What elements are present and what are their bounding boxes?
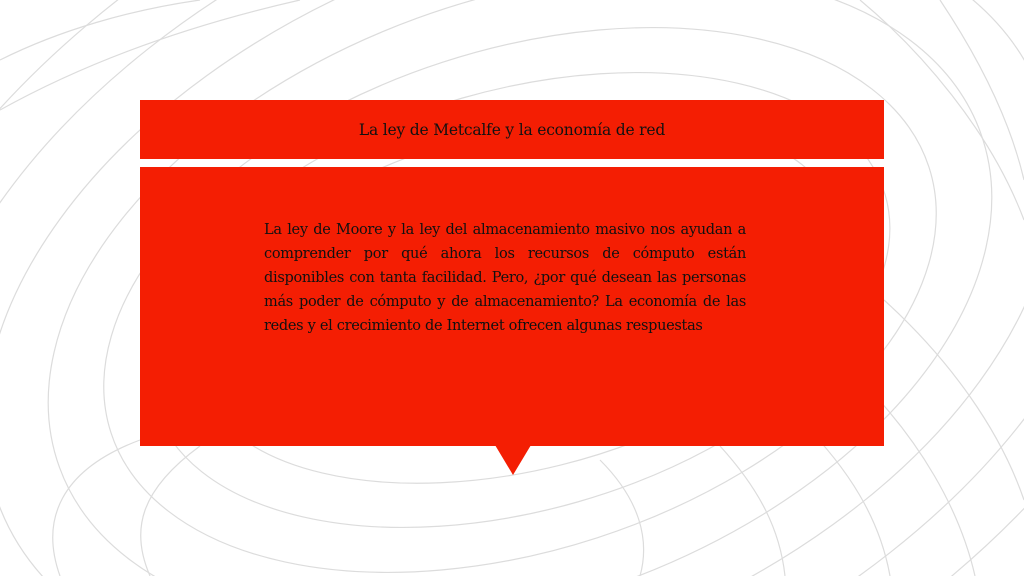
slide-body-text: La ley de Moore y la ley del almacenamiento masivo nos ayudan a comprender por qué ahora los recursos de cómputo están disponibles con tanta facilidad. Pero, ¿por qué desean las personas más poder de cómputo y de almacenamiento? La economía de las redes y el crecimiento de Internet ofrecen algunas respuestas [264, 222, 746, 334]
callout-pointer [495, 445, 531, 475]
content-callout-box [140, 167, 884, 446]
title-banner [140, 100, 884, 159]
slide-title: La ley de Metcalfe y la economía de red [358, 120, 666, 139]
